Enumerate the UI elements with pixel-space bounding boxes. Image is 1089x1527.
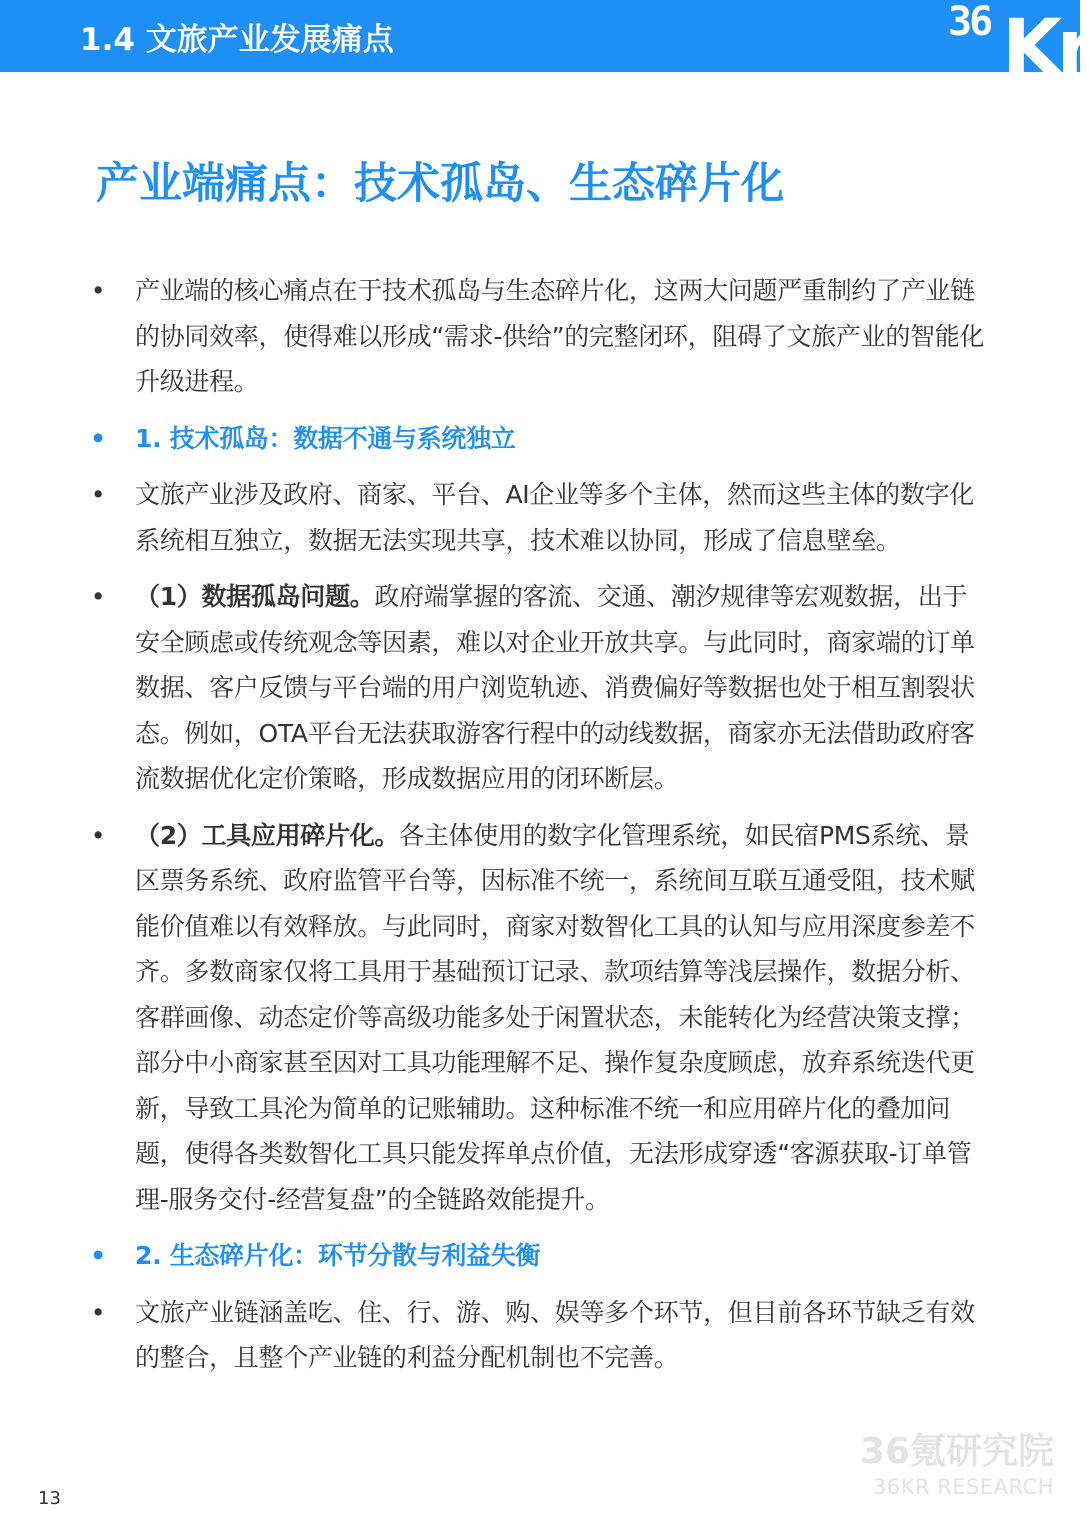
subheading-text: 2. 生态碎片化：环节分散与利益失衡 xyxy=(135,1241,541,1270)
bullet-text: 产业端的核心痛点在于技术孤岛与生态碎片化，这两大问题严重制约了产业链的协同效率，使得难以形成“需求-供给”的完整闭环，阻碍了文旅产业的智能化升级进程。 xyxy=(135,276,985,396)
content-body xyxy=(88,268,988,1392)
bullet-lead: （2）工具应用碎片化。 xyxy=(135,820,400,850)
36kr-logo xyxy=(940,0,1089,94)
bullet-dot: • xyxy=(90,480,106,509)
logo-number: 36 xyxy=(948,0,991,45)
page-number: 13 xyxy=(38,1488,61,1509)
subheading-ecosystem xyxy=(88,1233,988,1279)
bullet-lead: （1）数据孤岛问题。 xyxy=(135,582,375,611)
bullet-item xyxy=(88,472,988,563)
subheading-tech-island xyxy=(88,416,988,462)
bullet-item xyxy=(88,1290,988,1381)
bullet-item-tool-fragmentation xyxy=(88,813,988,1223)
bullet-text: 各主体使用的数字化管理系统，如民宿PMS系统、景区票务系统、政府监管平台等，因标准不统一，系统间互联互通受阻，技术赋能价值难以有效释放。与此同时，商家对数智化工具的认知与应用深度参差不齐。多数商家仅将工具用于基础预订记录、款项结算等浅层操作，数据分析、客群画像、动态定价等高级功能多处于闲置状态，未能转化为经营决策支撑；部分中小商家甚至因对工具功能理解不足、操作复杂度顾虑，放弃系统迭代更新，导致工具沦为简单的记账辅助。这种标准不统一和应用碎片化的叠加问题，使得各类数智化工具只能发挥单点价值，无法形成穿透“客源获取-订单管理-服务交付-经营复盘”的全链路效能提升。 xyxy=(135,820,975,1214)
watermark-logo xyxy=(860,1430,1054,1500)
logo-glyph: Kr xyxy=(1002,4,1089,94)
bullet-text: 政府端掌握的客流、交通、潮汐规律等宏观数据，出于安全顾虑或传统观念等因素，难以对企业开放共享。与此同时，商家端的订单数据、客户反馈与平台端的用户浏览轨迹、消费偏好等数据也处于相互割裂状态。例如，OTA平台无法获取游客行程中的动线数据，商家亦无法借助政府客流数据优化定价策略，形成数据应用的闭环断层。 xyxy=(135,582,975,793)
bullet-item xyxy=(88,268,988,405)
bullet-text: 文旅产业涉及政府、商家、平台、AI企业等多个主体，然而这些主体的数字化系统相互独立，数据无法实现共享，技术难以协同，形成了信息壁垒。 xyxy=(135,480,974,555)
bullet-dot: • xyxy=(90,820,106,850)
bullet-dot: • xyxy=(90,276,106,305)
bullet-text: 文旅产业链涵盖吃、住、行、游、购、娱等多个环节，但目前各环节缺乏有效的整合，且整个产业链的利益分配机制也不完善。 xyxy=(135,1297,975,1372)
bullet-item-data-island xyxy=(88,574,988,802)
header-bar xyxy=(0,0,1089,94)
watermark-cn: 36氪研究院 xyxy=(859,1431,1054,1472)
bullet-dot: • xyxy=(90,582,106,611)
watermark-en: 36KR RESEARCH xyxy=(872,1475,1054,1499)
page-title: 产业端痛点：技术孤岛、生态碎片化 xyxy=(96,159,784,209)
bullet-dot: • xyxy=(90,423,106,453)
subheading-text: 1. 技术孤岛：数据不通与系统独立 xyxy=(135,423,516,453)
bullet-dot: • xyxy=(90,1297,106,1327)
bullet-dot: • xyxy=(90,1241,106,1270)
section-title: 1.4 文旅产业发展痛点 xyxy=(80,22,394,58)
